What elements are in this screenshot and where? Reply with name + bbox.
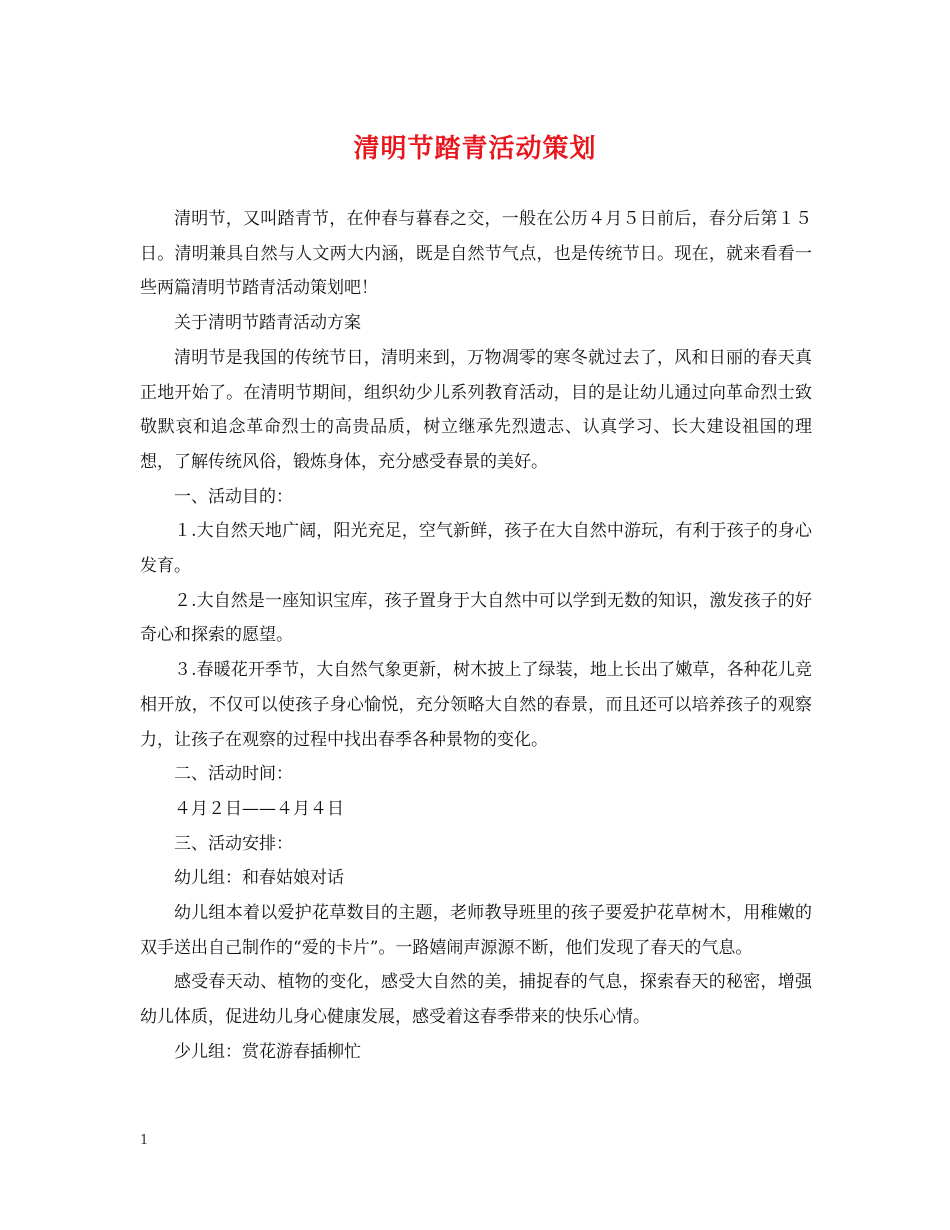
- group-heading-kindergarten: 幼儿组：和春姑娘对话: [174, 868, 344, 889]
- document-title: 清明节踏青活动策划: [353, 134, 597, 164]
- list-item-purpose-3: ３.春暖花开季节，大自然气象更新，树木披上了绿装，地上长出了嫩草，各种花儿竞相开放，不仅可以使孩子身心愉悦，充分领略大自然的春景，而且还可以培养孩子的观察力，让孩子在观察的过程中找出春季各种景物的变化。: [140, 660, 812, 750]
- paragraph-kindergarten-activity: 幼儿组本着以爱护花草数目的主题，老师教导班里的孩子要爱护花草树木，用稚嫩的双手送出自己制作的“爱的卡片”。一路嬉闹声源源不断，他们发现了春天的气息。: [140, 903, 812, 958]
- group-heading-youth: 少儿组：赏花游春插柳忙: [174, 1041, 361, 1062]
- document-body: [140, 202, 812, 1070]
- paragraph-background: 清明节是我国的传统节日，清明来到，万物凋零的寒冬就过去了，风和日丽的春天真正地开始了。在清明节期间，组织幼少儿系列教育活动，目的是让幼儿通过向革命烈士致敬默哀和追念革命烈士的高贵品质，树立继承先烈遗志、认真学习、长大建设祖国的理想，了解传统风俗，锻炼身体，充分感受春景的美好。: [140, 347, 812, 472]
- activity-dates: ４月２日——４月４日: [174, 798, 344, 819]
- page-number: 1: [140, 1133, 149, 1148]
- list-item-purpose-2: ２.大自然是一座知识宝库，孩子置身于大自然中可以学到无数的知识，激发孩子的好奇心和探索的愿望。: [140, 590, 812, 646]
- section-heading-purpose: 一、活动目的：: [174, 486, 293, 507]
- section-heading-arrangement: 三、活动安排：: [174, 833, 293, 854]
- paragraph-intro: 清明节，又叫踏青节，在仲春与暮春之交，一般在公历４月５日前后，春分后第１５日。清明兼具自然与人文两大内涵，既是自然节气点，也是传统节日。现在，就来看看一些两篇清明节踏青活动策划吧！: [140, 209, 812, 299]
- list-item-purpose-1: １.大自然天地广阔，阳光充足，空气新鲜，孩子在大自然中游玩，有利于孩子的身心发育。: [140, 521, 812, 577]
- section-heading-plan: 关于清明节踏青活动方案: [174, 313, 361, 334]
- paragraph-kindergarten-goals: 感受春天动、植物的变化，感受大自然的美，捕捉春的气息，探索春天的秘密，增强幼儿体质，促进幼儿身心健康发展，感受着这春季带来的快乐心情。: [140, 972, 812, 1028]
- section-heading-time: 二、活动时间：: [174, 764, 293, 785]
